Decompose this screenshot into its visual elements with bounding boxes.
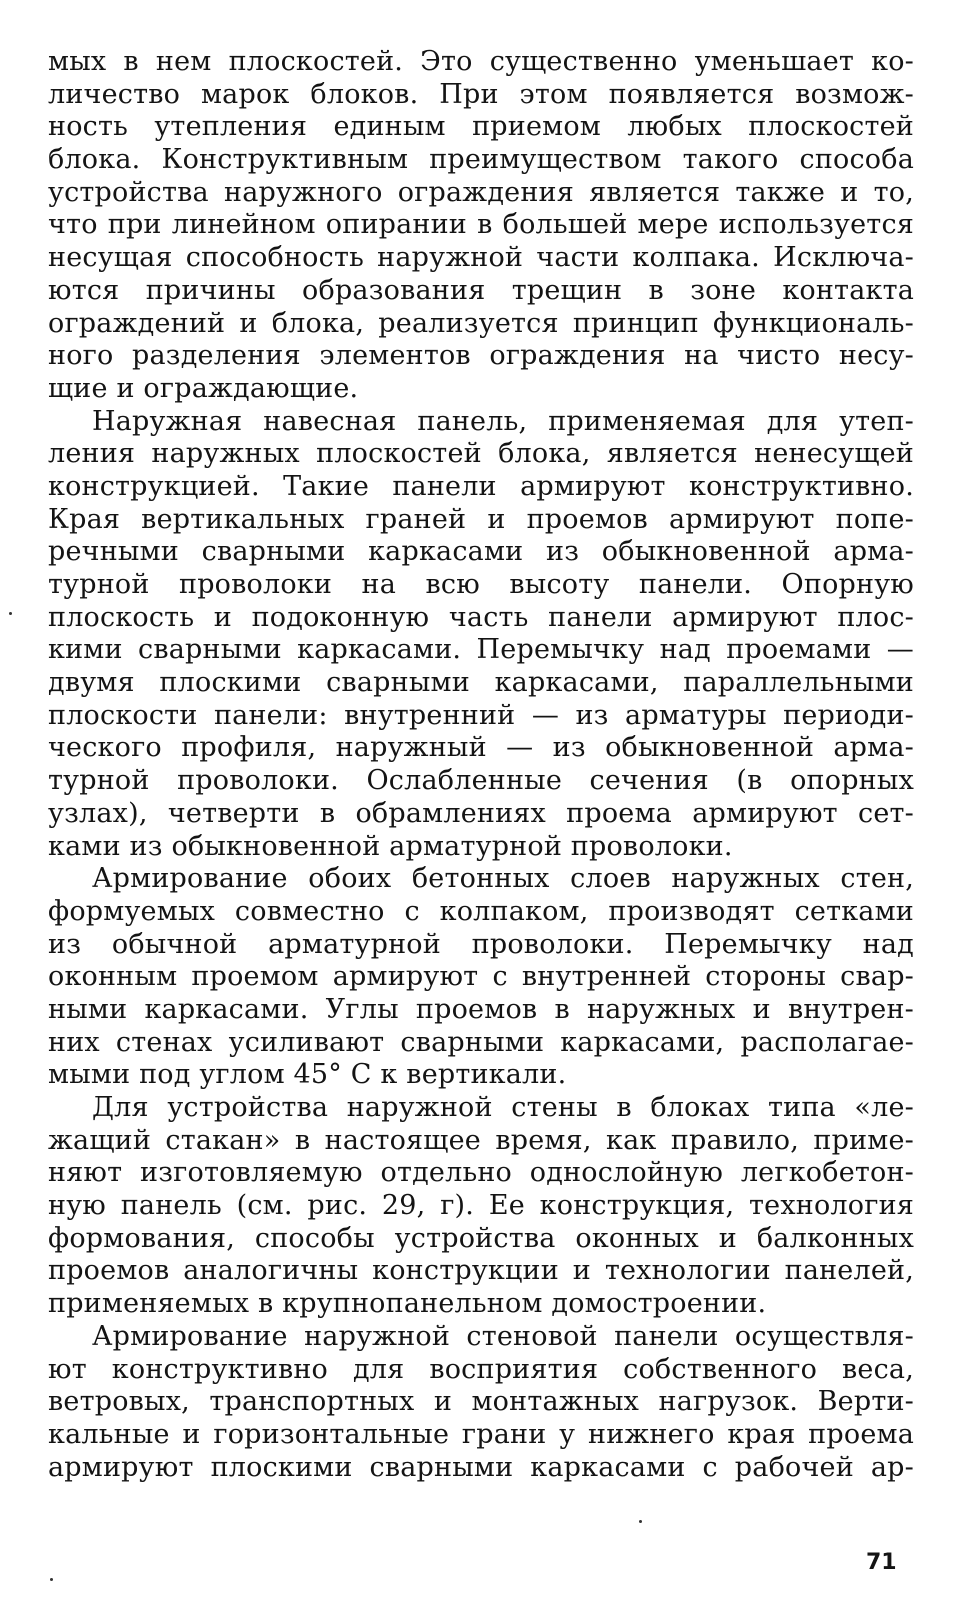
text-line: Наружная навесная панель, применяемая для утеп-	[92, 405, 914, 437]
text-line: узлах), четверти в обрамлениях проема армируют сет-	[48, 797, 914, 829]
text-line: Армирование обоих бетонных слоев наружных стен,	[92, 863, 914, 895]
text-line: ограждений и блока, реализуется принцип функциональ-	[48, 307, 914, 339]
text-line: кальные и горизонтальные грани у нижнего края проема	[48, 1418, 914, 1450]
text-line: плоскость и подоконную часть панели армируют плос-	[48, 601, 914, 633]
text-line: из обычной арматурной проволоки. Перемычку над	[48, 928, 914, 960]
text-line: Для устройства наружной стены в блоках типа «ле-	[92, 1092, 914, 1123]
paragraph	[48, 1321, 914, 1484]
page-text	[48, 46, 914, 1484]
text-line: жащий стакан» в настоящее время, как правило, приме-	[48, 1124, 914, 1156]
text-line: личество марок блоков. При этом появляется возмож-	[48, 78, 914, 110]
scan-speck	[639, 1520, 642, 1523]
text-line: ветровых, транспортных и монтажных нагрузок. Верти-	[48, 1386, 914, 1418]
text-line: мых в нем плоскостей. Это существенно уменьшает ко-	[48, 46, 914, 77]
text-line: речными сварными каркасами из обыкновенной арма-	[48, 536, 914, 568]
text-line: формуемых совместно с колпаком, производят сетками	[48, 895, 914, 927]
text-line: что при линейном опирании в большей мере используется	[48, 209, 914, 241]
text-line: ными каркасами. Углы проемов в наружных и внутрен-	[48, 993, 914, 1025]
text-line: устройства наружного ограждения является также и то,	[48, 176, 914, 208]
text-line: несущая способность наружной части колпака. Исключа-	[48, 242, 914, 274]
text-line: них стенах усиливают сварными каркасами, располагае-	[48, 1026, 914, 1058]
text-line: блока. Конструктивным преимуществом такого способа	[48, 144, 914, 176]
text-line: турной проволоки на всю высоту панели. Опорную	[48, 569, 914, 600]
page-number: 71	[866, 1550, 897, 1575]
text-line: ками из обыкновенной арматурной проволоки.	[48, 830, 733, 862]
text-line: армируют плоскими сварными каркасами с рабочей ар-	[48, 1451, 914, 1483]
text-line: формования, способы устройства оконных и балконных	[48, 1222, 914, 1254]
text-line: применяемых в крупнопанельном домостроении.	[48, 1288, 767, 1320]
text-line: конструкцией. Такие панели армируют конструктивно.	[48, 470, 914, 502]
text-line: ют конструктивно для восприятия собственного веса,	[48, 1353, 914, 1385]
paragraph	[48, 863, 914, 1092]
text-line: щие и ограждающие.	[48, 372, 359, 404]
text-line: ного разделения элементов ограждения на чисто несу-	[48, 340, 914, 372]
text-line: Армирование наружной стеновой панели осуществля-	[92, 1320, 914, 1352]
text-line: проемов аналогичны конструкции и технологии панелей,	[48, 1255, 914, 1287]
text-line: ность утепления единым приемом любых плоскостей	[48, 111, 914, 143]
text-line: оконным проемом армируют с внутренней стороны свар-	[48, 961, 914, 993]
text-line: мыми под углом 45° С к вертикали.	[48, 1059, 567, 1091]
text-line: плоскости панели: внутренний — из арматуры периоди-	[48, 699, 914, 731]
scan-speck	[50, 1578, 53, 1581]
paragraph	[48, 406, 914, 864]
text-line: двумя плоскими сварными каркасами, параллельными	[48, 667, 914, 699]
text-line: Края вертикальных граней и проемов армируют попе-	[48, 503, 914, 535]
paragraph	[48, 46, 914, 406]
text-line: турной проволоки. Ослабленные сечения (в опорных	[48, 765, 914, 797]
text-line: ления наружных плоскостей блока, является ненесущей	[48, 438, 914, 470]
text-line: кими сварными каркасами. Перемычку над проемами —	[48, 634, 914, 666]
paragraph	[48, 1092, 914, 1321]
scan-speck	[9, 612, 12, 615]
text-line: ются причины образования трещин в зоне контакта	[48, 274, 914, 306]
text-line: няют изготовляемую отдельно однослойную легкобетон-	[48, 1157, 914, 1189]
text-line: ческого профиля, наружный — из обыкновенной арма-	[48, 732, 914, 764]
text-line: ную панель (см. рис. 29, г). Ее конструкция, технология	[48, 1190, 914, 1222]
